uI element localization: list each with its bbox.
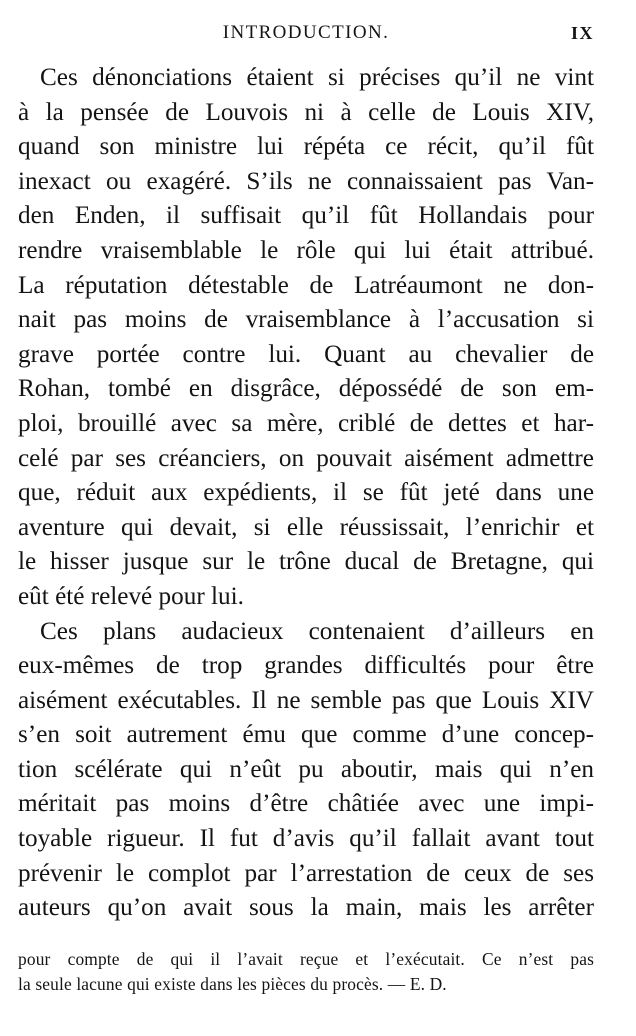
footnote-line-2: la seule lacune qui existe dans les pièces du procès. — E. D. (18, 974, 447, 994)
paragraph-2-line-5: tion scélérate qui n’eût pu aboutir, mais qui n’en (18, 755, 594, 783)
paragraph-2-line-6: méritait pas moins d’être châtiée avec une impi- (18, 790, 594, 818)
paragraph-1-line-13: que, réduit aux expédients, il se fût jeté dans une (18, 479, 594, 507)
footnote-line-1: pour compte de qui il l’avait reçue et l’exécutait. Ce n’est pas (18, 949, 594, 969)
paragraph-2-line-1: Ces plans audacieux contenaient d’ailleurs en (40, 617, 594, 645)
paragraph-1-line-5: den Enden, il suffisait qu’il fût Hollandais pour (18, 202, 594, 230)
paragraph-1-line-11: ploi, brouillé avec sa mère, criblé de dettes et har- (18, 409, 594, 437)
paragraph-2-line-9: auteurs qu’on avait sous la main, mais les arrêter (18, 894, 594, 922)
paragraph-1-line-16: eût été relevé pour lui. (18, 582, 244, 610)
running-title: INTRODUCTION. (222, 22, 390, 43)
paragraph-2-line-7: toyable rigueur. Il fut d’avis qu’il fallait avant tout (18, 825, 594, 853)
paragraph-1-line-1: Ces dénonciations étaient si précises qu’il ne vint (40, 64, 594, 91)
footnote (18, 947, 594, 997)
paragraph-2-line-2: eux-mêmes de trop grandes difficultés pour être (18, 652, 594, 680)
paragraph-2-line-4: s’en soit autrement ému que comme d’une concep- (18, 721, 594, 749)
body-text (18, 61, 594, 926)
paragraph-1-line-10: Rohan, tombé en disgrâce, dépossédé de son em- (18, 375, 594, 403)
page-number: IX (570, 23, 594, 43)
paragraph-1-line-2: à la pensée de Louvois ni à celle de Louis XIV, (18, 98, 594, 126)
paragraph-1-line-8: nait pas moins de vraisemblance à l’accusation si (18, 306, 594, 334)
paragraph-1-line-15: le hisser jusque sur le trône ducal de Bretagne, qui (18, 548, 594, 576)
paragraph-1-line-3: quand son ministre lui répéta ce récit, qu’il fût (18, 133, 594, 161)
paragraph-2-line-8: prévenir le complot par l’arrestation de ceux de ses (18, 859, 594, 887)
paragraph-1-line-4: inexact ou exagéré. S’ils ne connaissaient pas Van- (18, 167, 594, 195)
paragraph-1-line-7: La réputation détestable de Latréaumont ne don- (18, 271, 594, 299)
running-head (18, 20, 594, 46)
paragraph-1-line-12: celé par ses créanciers, on pouvait aisément admettre (18, 444, 594, 472)
paragraph-1-line-6: rendre vraisemblable le rôle qui lui était attribué. (18, 236, 594, 264)
paragraph-2-line-3: aisément exécutables. Il ne semble pas que Louis XIV (18, 686, 594, 714)
paragraph-1-line-14: aventure qui devait, si elle réussissait, l’enrichir et (18, 513, 594, 541)
paragraph-1-line-9: grave portée contre lui. Quant au chevalier de (18, 340, 594, 368)
